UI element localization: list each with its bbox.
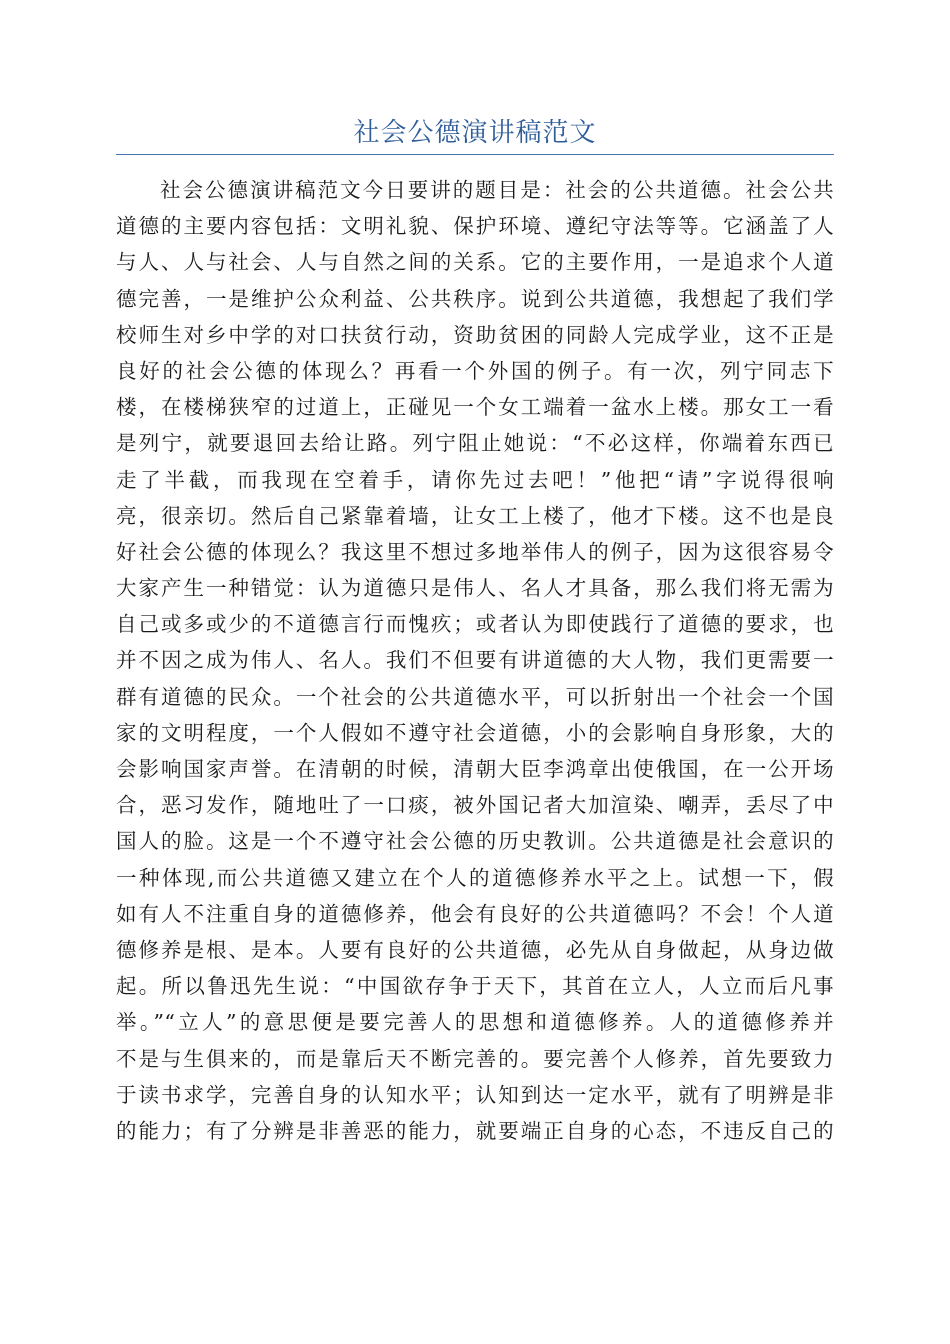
text-line: 好社会公德的体现么？我这里不想过多地举伟人的例子，因为这很容易令 [116,539,834,564]
text-line: 楼，在楼梯狭窄的过道上，正碰见一个女工端着一盆水上楼。那女工一看 [116,395,834,420]
text-line: 道德的主要内容包括：文明礼貌、保护环境、遵纪守法等等。它涵盖了人 [116,214,834,239]
text-line: 举。”“立人”的意思便是要完善人的思想和道德修养。人的道德修养并 [116,1010,834,1035]
text-line: 大家产生一种错觉：认为道德只是伟人、名人才具备，那么我们将无需为 [116,576,834,601]
text-line: 合，恶习发作，随地吐了一口痰，被外国记者大加渲染、嘲弄，丢尽了中 [116,793,834,818]
text-line: 德完善，一是维护公众利益、公共秩序。说到公共道德，我想起了我们学 [116,286,834,311]
text-line: 如有人不注重自身的道德修养，他会有良好的公共道德吗？不会！个人道 [116,901,834,926]
text-line: 并不因之成为伟人、名人。我们不但要有讲道德的大人物，我们更需要一 [116,648,834,673]
text-line: 一种体现,而公共道德又建立在个人的道德修养水平之上。试想一下，假 [116,865,834,890]
text-line: 国人的脸。这是一个不遵守社会公德的历史教训。公共道德是社会意识的 [116,829,834,854]
title-underline [116,154,834,155]
text-line: 走了半截，而我现在空着手，请你先过去吧！”他把“请”字说得很响 [116,467,834,492]
text-line: 校师生对乡中学的对口扶贫行动，资助贫困的同龄人完成学业，这不正是 [116,322,834,347]
text-line: 德修养是根、是本。人要有良好的公共道德，必先从自身做起，从身边做 [116,937,834,962]
text-line: 社会公德演讲稿范文今日要讲的题目是：社会的公共道德。社会公共 [160,178,834,202]
text-line: 自己或多或少的不道德言行而愧疚；或者认为即使践行了道德的要求，也 [116,612,834,637]
body-paragraph [116,172,834,1149]
text-line: 亮，很亲切。然后自己紧靠着墙，让女工上楼了，他才下楼。这不也是良 [116,503,834,528]
page-title: 社会公德演讲稿范文 [353,118,597,148]
text-line: 于读书求学，完善自身的认知水平；认知到达一定水平，就有了明辨是非 [116,1082,834,1107]
text-line: 的能力；有了分辨是非善恶的能力，就要端正自身的心态，不违反自己的 [116,1118,834,1143]
text-line: 是列宁，就要退回去给让路。列宁阻止她说：“不必这样，你端着东西已 [116,431,834,456]
text-line: 与人、人与社会、人与自然之间的关系。它的主要作用，一是追求个人道 [116,250,834,275]
text-line: 起。所以鲁迅先生说：“中国欲存争于天下，其首在立人，人立而后凡事 [116,974,834,999]
text-line: 会影响国家声誉。在清朝的时候，清朝大臣李鸿章出使俄国，在一公开场 [116,757,834,781]
text-line: 群有道德的民众。一个社会的公共道德水平，可以折射出一个社会一个国 [116,684,834,709]
text-line: 家的文明程度，一个人假如不遵守社会道德，小的会影响自身形象，大的 [116,720,834,745]
text-line: 良好的社会公德的体现么？再看一个外国的例子。有一次，列宁同志下 [116,358,834,383]
text-line: 不是与生俱来的，而是靠后天不断完善的。要完善个人修养，首先要致力 [116,1046,834,1071]
